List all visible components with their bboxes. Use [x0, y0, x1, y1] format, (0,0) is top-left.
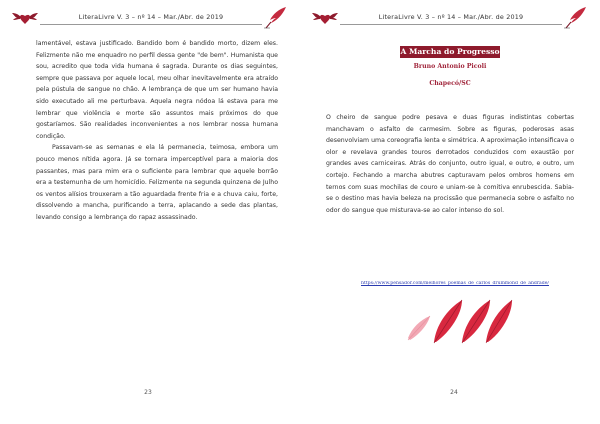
page-header [300, 6, 600, 30]
header-rule [340, 24, 562, 25]
feather [486, 300, 512, 343]
winged-heart-icon [12, 10, 38, 26]
page-header [0, 6, 300, 30]
paragraph: O cheiro de sangue podre pesava e duas figuras indistintas cobertas manchavam o asfalto de carmesim. Sobre as figuras, poderosas asas desenvolviam uma coreografia lenta e simétrica. A aproximação intensificava o olor e revelava grandes touros derrotados conduzidos com exaustão por grandes aves carniceiras. Atrás do conjunto, outro igual, e outro, e outro, um cortejo. Fechando a marcha abutres capturavam pelos ombros homens em ternos com suas mochilas de couro e uniam-se à comitiva enrubescida. Sabia-se o destino mas havia beleza na procissão que permanecia sobre o asfalto no odor do sangue que misturava-se ao calor intenso do sol. [326, 114, 574, 214]
feather-small [408, 316, 430, 340]
page-number: 23 [144, 389, 152, 396]
quill-pen-icon [262, 6, 288, 30]
paragraph: Passavam-se as semanas e ela lá permanecia, teimosa, embora um pouco menos nítida agora. Já se tornara imperceptível para a maioria dos passantes, mas para mim era o suficiente para lembrar que aquele borrão era a testemunha de um homicídio. Felizmente na segunda quinzena de Julho os ventos alísios trouxeram a tão aguardada frente fria e a chuva caiu, forte, dissolvendo a mancha, purificando a terra, aplacando a sede das plantas, levando consigo a lembrança do rapaz assassinado. [36, 144, 278, 221]
header-rule [40, 24, 262, 25]
header-title: LiteraLivre V. 3 – nº 14 – Mar./Abr. de 2019 [378, 13, 524, 21]
feather [434, 300, 462, 343]
article-title-banner [400, 46, 500, 58]
page-number: 24 [450, 389, 458, 396]
right-page-body [326, 112, 574, 216]
paragraph: lamentável, estava justificado. Bandido bom é bandido morto, dizem eles. Felizmente não me enquadro no perfil dessa gente "de bem". Humanista que sou, acredito que toda vida humana é sagrada. Durante os dias seguintes, sempre que passava por aquele local, meu olhar inevitavelmente era atraído pela pústula de sangue no chão. A lembrança de que um ser humano havia sido executado ali me perturbava. Aquela negra nódoa lá estava para me lembrar que violência e morte são assuntos mais próximos do que gostaríamos. São realidades inconvenientes a nos lembrar nossa humana condição. [36, 40, 278, 140]
right-page [300, 0, 600, 424]
left-page-body [36, 38, 278, 224]
feathers-illustration [406, 288, 514, 344]
header-title: LiteraLivre V. 3 – nº 14 – Mar./Abr. de 2019 [78, 13, 224, 21]
quill-pen-icon [562, 6, 588, 30]
source-link[interactable]: https://www.pensador.com/melhores_poemas_de_carlos_drummond_de_andrade/ [361, 281, 549, 286]
article-place: Chapecó/SC [429, 80, 471, 87]
article-title: A Marcha do Progresso [400, 47, 500, 56]
winged-heart-icon [312, 10, 338, 26]
article-author: Bruno Antonio Picoli [413, 63, 487, 70]
feather [462, 300, 490, 343]
